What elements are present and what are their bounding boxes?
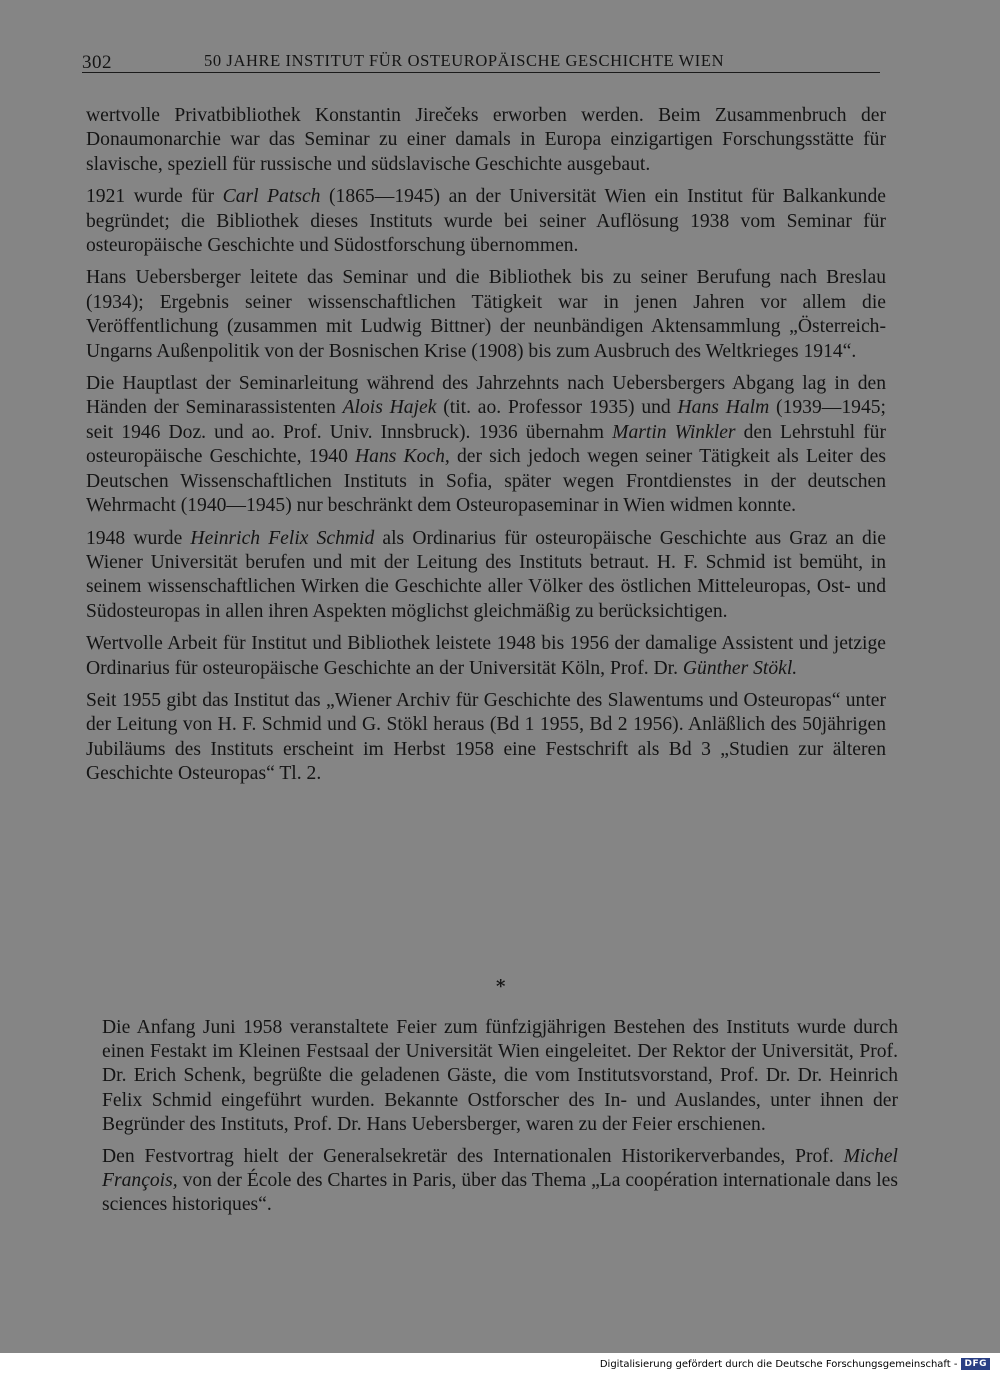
section-separator: * [496, 976, 506, 997]
text-run: der sich jedoch wegen seiner Tätigkeit als Leiter des Deutschen Wissenschaftlichen Instituts in Sofia, später wegen Frontdienstes in der deutschen Wehrmacht (1940—1945) nur beschränkt dem Osteuropaseminar in Wien widmen konnte. [86, 446, 886, 517]
paragraph [86, 266, 886, 364]
text-run: Wertvolle Arbeit für Institut und Bibliothek leistete 1948 bis 1956 der damalige Assistent und jetzige Ordinarius für osteuropäische Geschichte an der Universität Köln, Prof. Dr. [86, 633, 886, 679]
body-text-after-separator [102, 1016, 898, 1226]
text-run: als Ordinarius für osteuropäische Geschichte aus Graz an die Wiener Universität berufen und mit der Leitung des Instituts betraut. H. F. Schmid ist bemüht, in seinem wissenschaftlichen Wirken die Geschichte aller Völker des östlichen Mitteleuropas, Ost- und Südosteuropas in allen ihren Aspekten möglichst gleichmäßig zu berücksichtigen. [86, 527, 886, 622]
italic-name: Martin Winkler [612, 421, 736, 443]
text-run: 1921 wurde für [86, 186, 223, 208]
text-run: Hans Uebersberger leitete das Seminar und die Bibliothek bis zu seiner Berufung nach Breslau (1934); Ergebnis seiner wissenschaftlichen Tätigkeit war in jenen Jahren vor allem die Veröffentlichung (zusammen mit Ludwig Bittner) der neunbändigen Aktensammlung „Österreich-Ungarns Außenpolitik von der Bosnischen Krise (1908) bis zum Ausbruch des Weltkrieges 1914“. [86, 267, 886, 362]
italic-name: Hans Halm [677, 397, 770, 419]
paragraph [102, 1016, 898, 1137]
paragraph [86, 185, 886, 258]
footer-credit: Digitalisierung gefördert durch die Deutsche Forschungsgemeinschaft - [599, 1358, 958, 1370]
digitization-footer [600, 1358, 990, 1370]
page-number: 302 [82, 52, 112, 73]
text-run: Die Anfang Juni 1958 veranstaltete Feier zum fünfzigjährigen Bestehen des Instituts wurde durch einen Festakt im Kleinen Festsaal der Universität Wien eingeleitet. Der Rektor der Universität, Prof. Dr. Erich Schenk, begrüßte die geladenen Gäste, die vom Institutsvorstand, Prof. Dr. Dr. Heinrich Felix Schmid eingeführt wurden. Bekannte Ostforscher des In- und Auslandes, unter ihnen der Begründer des Instituts, Prof. Dr. Hans Uebersberger, waren zu der Feier erschienen. [102, 1017, 898, 1135]
text-run: den Lehrstuhl für osteuropäische Geschichte, 1940 [86, 421, 886, 468]
text-run: Die Hauptlast der Seminarleitung während des Jahrzehnts nach Uebersbergers Abgang lag in den Händen der Seminarassistenten [86, 373, 886, 419]
text-run: (1939—1945; seit 1946 Doz. und ao. Prof. Univ. Innsbruck). 1936 übernahm [86, 397, 886, 443]
text-run: wertvolle Privatbibliothek Konstantin Jirečeks erworben werden. Beim Zusammenbruch der Donaumonarchie war das Seminar zu einer damals in Europa einzigartigen Forschungsstätte für slavische, speziell für russische und südslavische Geschichte ausgebaut. [86, 105, 886, 175]
running-head: 50 JAHRE INSTITUT FÜR OSTEUROPÄISCHE GESCHICHTE WIEN [204, 51, 725, 70]
text-run: (1865—1945) an der Universität Wien ein Institut für Balkankunde begründet; die Bibliothek dieses Instituts wurde bei seiner Auflösung 1938 vom Seminar für osteuropäische Geschichte und Südostforschung übernommen. [86, 186, 886, 257]
body-text [86, 104, 886, 795]
paragraph [86, 104, 886, 177]
italic-name: Alois Hajek [342, 397, 437, 419]
paragraph [86, 632, 886, 681]
italic-name: Michel François, [102, 1146, 898, 1192]
text-run: von der École des Chartes in Paris, über das Thema „La coopération internationale dans les sciences historiques“. [102, 1170, 898, 1216]
paragraph [86, 372, 886, 518]
text-run: 1948 wurde [86, 527, 191, 549]
text-run: (tit. ao. Professor 1935) und [436, 397, 678, 419]
text-run: Seit 1955 gibt das Institut das „Wiener Archiv für Geschichte des Slawentums und Osteuropas“ unter der Leitung von H. F. Schmid und G. Stökl heraus (Bd 1 1955, Bd 2 1956). Anläßlich des 50jährigen Jubiläums des Instituts erscheint im Herbst 1958 eine Festschrift als Bd 3 „Studien zur älteren Geschichte Osteuropas“ Tl. 2. [86, 689, 886, 785]
paragraph [102, 1145, 898, 1218]
italic-name: Günther Stökl. [682, 657, 798, 679]
italic-name: Heinrich Felix Schmid [190, 527, 375, 549]
paragraph [86, 689, 886, 787]
italic-name: Carl Patsch [222, 186, 321, 208]
paragraph [86, 527, 886, 625]
page-header [82, 46, 880, 73]
dfg-logo-icon: DFG [961, 1358, 990, 1370]
text-run: Den Festvortrag hielt der Generalsekretär des Internationalen Historikerverbandes, Prof. [102, 1146, 844, 1168]
italic-name: Hans Koch, [355, 446, 450, 468]
